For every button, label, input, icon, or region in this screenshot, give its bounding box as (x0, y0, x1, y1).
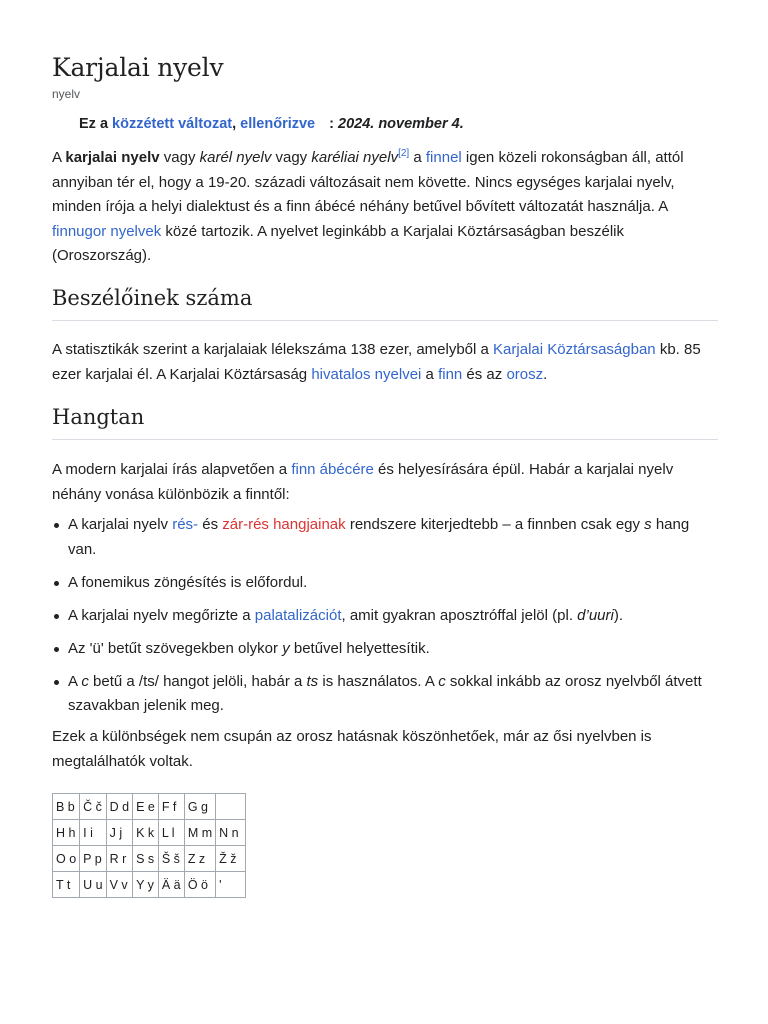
alphabet-cell: Š š (158, 846, 184, 872)
table-row (53, 872, 246, 898)
text: sokkal inkább az orosz nyelvből átvett szavakban jelenik meg. (68, 672, 702, 714)
list-item (52, 670, 718, 719)
table-row (53, 846, 246, 872)
intro-paragraph (52, 146, 718, 269)
text: A modern karjalai írás alapvetően a (52, 461, 292, 478)
alphabet-cell: F f (158, 794, 184, 820)
alphabet-cell: H h (53, 820, 80, 846)
text: és (198, 516, 223, 533)
revision-prefix: Ez a (79, 116, 109, 132)
palatalization-link[interactable]: palatalizációt (254, 606, 342, 624)
italic-term: d’uuri (577, 606, 614, 624)
alphabet-cell: G g (184, 794, 215, 820)
alphabet-cell: D d (106, 794, 132, 820)
alphabet-cell: K k (133, 820, 159, 846)
text: A karjalai nyelv (68, 516, 173, 533)
text: rendszere kiterjedtebb – a finnben csak egy (345, 516, 645, 533)
page-title: Karjalai nyelv (52, 53, 224, 82)
revision-date: 2024. november 4. (338, 116, 464, 132)
list-item (52, 513, 718, 562)
text: Az 'ü' betűt szövegekben olykor (68, 639, 283, 657)
alphabet-cell (216, 794, 246, 820)
italic-term: ts (306, 672, 319, 690)
alphabet-cell: P p (80, 846, 106, 872)
text: közé tartozik. A nyelvet leginkább a Karjalai Köztársaságban beszélik (Oroszország). (52, 222, 625, 264)
text: . (543, 365, 548, 383)
bold-term: karjalai nyelv (65, 149, 160, 166)
alphabet-cell: Ö ö (184, 872, 215, 898)
alphabet-cell: J j (106, 820, 132, 846)
text: a (409, 149, 426, 166)
alphabet-cell: N n (216, 820, 246, 846)
text: betűvel helyettesítik. (289, 639, 430, 657)
text: ). (613, 606, 624, 624)
checked-link[interactable]: ellenőrizve (240, 116, 316, 132)
alphabet-cell: T t (53, 872, 80, 898)
text: vagy (271, 149, 312, 166)
zar-res-redlink[interactable]: zár-rés hangjainak (222, 516, 346, 533)
text: betű a /ts/ hangot jelöli, habár a (88, 672, 307, 690)
text: A statisztikák szerint a karjalaiak lélekszáma 138 ezer, amelyből a (52, 341, 494, 358)
finn-link[interactable]: finn (438, 365, 463, 383)
list-item (52, 571, 718, 596)
reference-link[interactable]: [2] (398, 148, 410, 159)
text: és az (462, 365, 507, 383)
text: és helyesírására épül. Habár a karjalai nyelv néhány vonása különbözik a finntől: (52, 461, 674, 503)
page-subtitle: nyelv (52, 87, 81, 101)
section-heading-speakers: Beszélőinek száma (52, 286, 718, 321)
alphabet-cell: Ä ä (158, 872, 184, 898)
official-languages-link[interactable]: hivatalos nyelvei (311, 365, 422, 383)
alphabet-cell: E e (133, 794, 159, 820)
table-row (53, 820, 246, 846)
orosz-link[interactable]: orosz (506, 365, 544, 383)
text: igen közeli rokonságban áll, attól annyiban tér el, hogy a 19-20. századi változásait nem követte. Nincs egységes karjalai nyelv, minden írója a helyi dialektust és a finn ábécé néhány betűvel bővített változatát használja. A (52, 149, 684, 215)
alphabet-cell: U u (80, 872, 106, 898)
alphabet-cell: S s (133, 846, 159, 872)
italic-term: karél nyelv (199, 149, 272, 166)
text: A (68, 672, 82, 690)
alphabet-table (52, 793, 246, 898)
phonology-intro (52, 458, 718, 507)
speakers-paragraph (52, 338, 718, 387)
karjalai-koztarsasag-link[interactable]: Karjalai Köztársaságban (493, 341, 656, 358)
italic-term: c (438, 672, 446, 690)
italic-term: c (81, 672, 89, 690)
alphabet-cell: ' (216, 872, 246, 898)
alphabet-cell: L l (158, 820, 184, 846)
italic-term: karéliai nyelv (311, 149, 399, 166)
alphabet-cell: I i (80, 820, 106, 846)
finnugor-link[interactable]: finnugor nyelvek (52, 222, 162, 240)
finnel-link[interactable]: finnel (425, 149, 462, 166)
text: kb. 85 ezer karjalai él. A Karjalai Köztársaság (52, 341, 701, 383)
text: vagy (159, 149, 200, 166)
revision-notice (79, 116, 464, 132)
phonology-list (52, 513, 718, 727)
alphabet-cell: R r (106, 846, 132, 872)
table-row (53, 794, 246, 820)
alphabet-cell: V v (106, 872, 132, 898)
italic-term: s (644, 516, 652, 533)
alphabet-cell: B b (53, 794, 80, 820)
alphabet-cell: Č č (80, 794, 106, 820)
alphabet-cell: Y y (133, 872, 159, 898)
text: , amit gyakran aposztróffal jelöl (pl. (341, 606, 578, 624)
revision-colon: : (329, 116, 334, 132)
text: hang van. (68, 516, 690, 558)
alphabet-cell: M m (184, 820, 215, 846)
text: A (52, 149, 66, 166)
text: A karjalai nyelv megőrizte a (68, 606, 255, 624)
list-item (52, 637, 718, 662)
revision-comma: , (232, 116, 237, 132)
alphabet-cell: Ž ž (216, 846, 246, 872)
text: a (421, 365, 439, 383)
alphabet-cell: O o (53, 846, 80, 872)
finn-abece-link[interactable]: finn ábécére (291, 461, 374, 478)
text: is használatos. A (318, 672, 439, 690)
italic-term: y (282, 639, 290, 657)
alphabet-cell: Z z (184, 846, 215, 872)
phonology-outro: Ezek a különbségek nem csupán az orosz hatásnak köszönhetőek, már az ősi nyelvben is megtalálhatók voltak. (52, 728, 652, 770)
section-heading-phonology: Hangtan (52, 405, 718, 440)
res-link[interactable]: rés- (172, 516, 199, 533)
text: A fonemikus zöngésítés is előfordul. (68, 573, 308, 591)
published-version-link[interactable]: közzétett változat (112, 116, 233, 132)
list-item (52, 604, 718, 629)
